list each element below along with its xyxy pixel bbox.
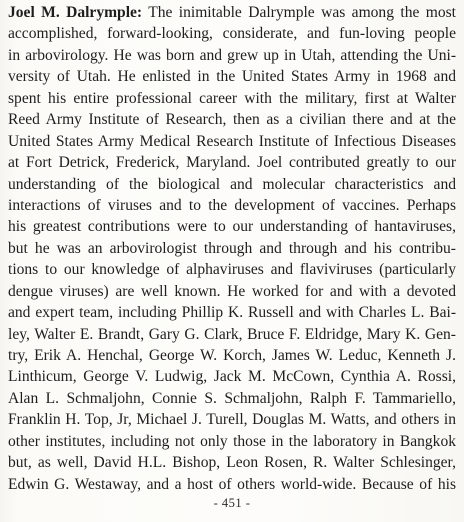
paragraph-line: but, as well, David H.L. Bishop, Leon Rosen, R. Walter Schlesinger, <box>8 454 456 472</box>
paragraph-line: in arbovirology. He was born and grew up in Utah, attending the Uni- <box>8 46 456 64</box>
paragraph-line: and expert team, including Phillip K. Russell and with Charles L. Bai- <box>8 304 456 322</box>
paragraph-line: understanding of the biological and molecular characteristics and <box>8 175 456 193</box>
paragraph-line: Franklin H. Top, Jr, Michael J. Turell, Douglas M. Watts, and others in <box>8 411 456 429</box>
paragraph-line: interactions of viruses and to the development of vaccines. Perhaps <box>8 196 456 214</box>
entry-name: Joel M. Dalrymple: <box>8 4 143 21</box>
paragraph-line: Edwin G. Westaway, and a host of others world-wide. Because of his <box>8 475 456 493</box>
paragraph-line: other institutes, including not only those in the laboratory in Bangkok <box>8 432 456 450</box>
paragraph-line: tions to our knowledge of alphaviruses and flaviviruses (particularly <box>8 261 456 279</box>
biography-paragraph <box>8 2 456 495</box>
paragraph-line: try, Erik A. Henchal, George W. Korch, James W. Leduc, Kenneth J. <box>8 347 456 364</box>
entry-first-line-text: The inimitable Dalrymple was among the most <box>142 4 456 21</box>
paragraph-line: but he was an arbovirologist through and through and his contribu- <box>8 239 456 257</box>
paragraph-line: United States Army Medical Research Institute of Infectious Diseases <box>8 132 456 150</box>
paragraph-line: Alan L. Schmaljohn, Connie S. Schmaljohn, Ralph F. Tammariello, <box>8 389 456 407</box>
paragraph-line <box>8 2 456 23</box>
paragraph-line: versity of Utah. He enlisted in the United States Army in 1968 and <box>8 68 456 86</box>
paragraph-line: his greatest contributions were to our understanding of hantaviruses, <box>8 218 456 236</box>
page-number: - 451 - <box>213 496 251 510</box>
paragraph-line: ley, Walter E. Brandt, Gary G. Clark, Bruce F. Eldridge, Mary K. Gen- <box>8 325 456 343</box>
paragraph-line: dengue viruses) are well known. He worked for and with a devoted <box>8 282 456 300</box>
paragraph-line: at Fort Detrick, Frederick, Maryland. Joel contributed greatly to our <box>8 154 456 172</box>
paragraph-line: Reed Army Institute of Research, then as a civilian there and at the <box>8 111 456 129</box>
paragraph-line: accomplished, forward-looking, considerate, and fun-loving people <box>8 25 456 43</box>
paragraph-line: Linthicum, George V. Ludwig, Jack M. McCown, Cynthia A. Rossi, <box>8 368 456 386</box>
paragraph-line: spent his entire professional career with the military, first at Walter <box>8 89 456 107</box>
